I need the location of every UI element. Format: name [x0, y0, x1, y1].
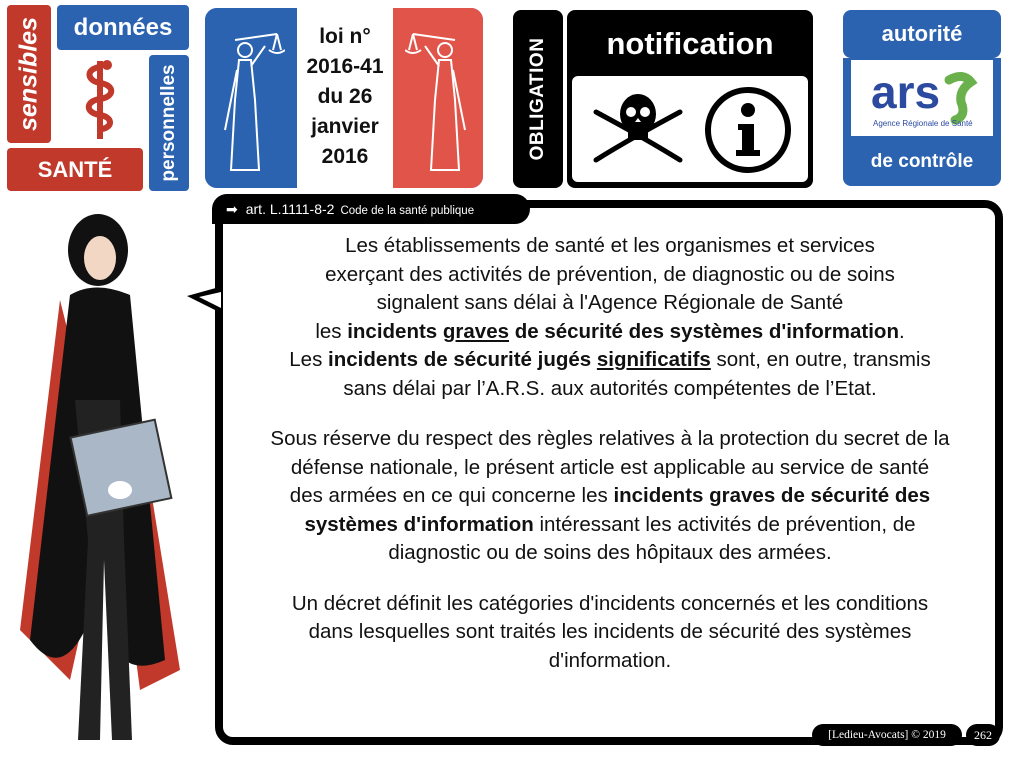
text-line: des armées en ce qui concerne les incidents graves de sécurité des: [289, 484, 931, 507]
loi-line: loi n°: [319, 25, 371, 48]
skull-crossed-swords-icon: [588, 82, 688, 178]
sensibles-tile: [7, 5, 51, 143]
personnelles-tile: [149, 55, 189, 191]
loi-line: janvier: [311, 115, 379, 138]
text-line: signalent sans délai à l'Agence Régionale de Santé: [376, 291, 844, 314]
autorite-tile: autorité: [843, 10, 1001, 58]
svg-text:Agence Régionale de Santé: Agence Régionale de Santé: [873, 119, 973, 128]
article-body: [225, 232, 995, 675]
text-line: Sous réserve du respect des règles relatives à la protection du secret de la: [270, 427, 950, 450]
justice-statue-icon: [405, 20, 475, 180]
donnees-tile: données: [57, 5, 189, 50]
text-line: diagnostic ou de soins des hôpitaux des armées.: [388, 541, 832, 564]
text-line: Les incidents de sécurité jugés significatifs sont, en outre, transmis: [289, 348, 931, 371]
loi-reference: [297, 22, 393, 172]
code-name: Code de la santé publique: [340, 205, 475, 217]
loi-tile: [205, 8, 483, 188]
obligation-tile: [513, 10, 563, 188]
sante-tile: SANTÉ: [7, 148, 143, 191]
text-line: Un décret définit les catégories d'incidents concernés et les conditions: [291, 591, 929, 615]
loi-line: 2016-41: [306, 55, 384, 78]
loi-line: du 26: [317, 85, 373, 108]
page-number: 262: [966, 724, 1000, 746]
ars-logo: [851, 60, 993, 136]
de-controle-tile: de contrôle: [843, 138, 1001, 186]
caduceus-icon: [57, 55, 143, 143]
article-reference-tab: [212, 194, 530, 224]
notification-title: notification: [606, 26, 774, 61]
text-line: d'information.: [548, 648, 672, 672]
svg-text:ars: ars: [871, 66, 941, 118]
article-number: art. L.1111-8-2: [245, 201, 335, 217]
text-line: exerçant des activités de prévention, de diagnostic ou de soins: [325, 262, 895, 286]
arrow-right-icon: ➡: [226, 201, 238, 217]
loi-line: 2016: [321, 145, 369, 168]
text-line: dans lesquelles sont traités les incidents de sécurité des systèmes: [308, 620, 912, 643]
speech-bubble-tail: [185, 282, 225, 322]
obligation-label: OBLIGATION: [527, 37, 548, 161]
text-line: défense nationale, le présent article est applicable au service de santé: [290, 455, 930, 479]
justice-statue-icon: [215, 20, 285, 180]
lawyer-character-illustration: [0, 200, 215, 760]
info-icon: [702, 84, 794, 176]
sensibles-label: sensibles: [14, 17, 43, 131]
text-line: systèmes d'information intéressant les activités de prévention, de: [304, 512, 916, 536]
text-line: sans délai par l’A.R.S. aux autorités compétentes de l’Etat.: [343, 376, 877, 400]
personnelles-label: personnelles: [158, 64, 179, 182]
notification-icons-panel: [572, 76, 808, 182]
text-line: Les établissements de santé et les organismes et services: [345, 234, 875, 257]
text-line: les incidents graves de sécurité des systèmes d'information.: [315, 319, 905, 343]
footer-credit: [Ledieu-Avocats] © 2019: [812, 724, 962, 746]
